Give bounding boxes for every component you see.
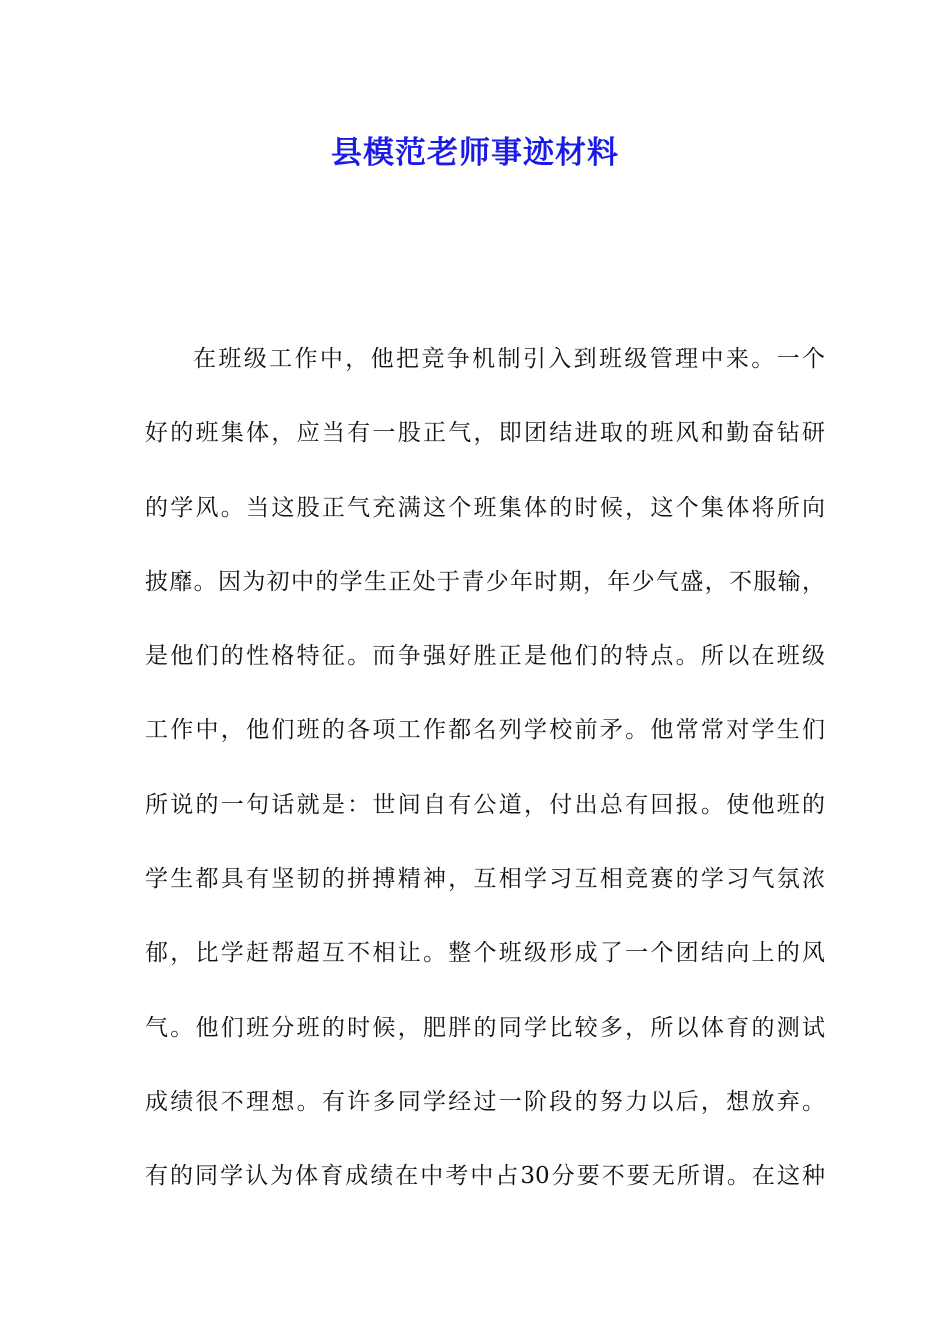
paragraph-line: 有的同学认为体育成绩在中考中占30分要不要无所谓。在这种 bbox=[145, 1163, 825, 1190]
paragraph-line: 工作中，他们班的各项工作都名列学校前矛。他常常对学生们 bbox=[145, 717, 825, 744]
paragraph-line: 在班级工作中，他把竞争机制引入到班级管理中来。一个 bbox=[193, 346, 825, 372]
document-title: 县模范老师事迹材料 bbox=[331, 135, 619, 171]
body-paragraph bbox=[145, 336, 825, 1228]
paragraph-line: 是他们的性格特征。而争强好胜正是他们的特点。所以在班级 bbox=[145, 643, 825, 670]
paragraph-line: 好的班集体，应当有一股正气，即团结进取的班风和勤奋钻研 bbox=[145, 420, 825, 447]
paragraph-line: 学生都具有坚韧的拼搏精神，互相学习互相竞赛的学习气氛浓 bbox=[145, 866, 825, 893]
paragraph-line: 郁，比学赶帮超互不相让。整个班级形成了一个团结向上的风 bbox=[145, 940, 825, 967]
paragraph-line: 气。他们班分班的时候，肥胖的同学比较多，所以体育的测试 bbox=[145, 1014, 825, 1041]
paragraph-line: 的学风。当这股正气充满这个班集体的时候，这个集体将所向 bbox=[145, 494, 825, 521]
paragraph-line: 成绩很不理想。有许多同学经过一阶段的努力以后，想放弃。 bbox=[145, 1088, 825, 1115]
paragraph-line: 所说的一句话就是：世间自有公道，付出总有回报。使他班的 bbox=[145, 791, 825, 818]
paragraph-line: 披靡。因为初中的学生正处于青少年时期，年少气盛，不服输， bbox=[145, 568, 825, 595]
